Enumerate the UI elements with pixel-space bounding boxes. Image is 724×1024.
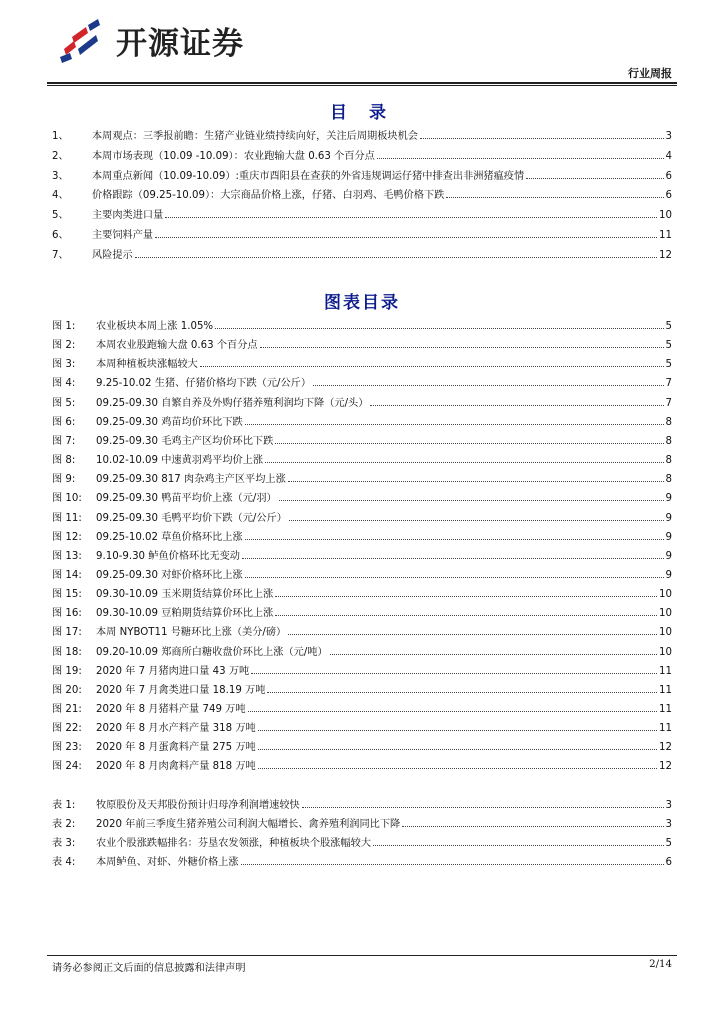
- toc-entry[interactable]: [52, 167, 672, 184]
- entry-page-number: 12: [659, 249, 672, 261]
- entry-title: 09.25-09.30 鸭苗平均价上涨（元/羽）: [96, 493, 277, 505]
- entry-page-number: 9: [665, 569, 672, 581]
- entry-number: 2、: [52, 150, 69, 162]
- entry-page-number: 12: [659, 761, 672, 773]
- toc-title: 目 录: [330, 103, 394, 123]
- dot-leader: [155, 236, 657, 238]
- page-number: 2/14: [649, 959, 672, 970]
- dot-leader: [241, 863, 664, 865]
- entry-title: 09.20-10.09 郑商所白糖收盘价环比上涨（元/吨）: [96, 646, 328, 658]
- dot-leader: [402, 825, 663, 827]
- dot-leader: [200, 365, 664, 367]
- entry-title: 本周鲈鱼、对虾、外糖价格上涨: [96, 857, 239, 869]
- entry-page-number: 7: [665, 378, 672, 390]
- figure-entry[interactable]: [52, 317, 672, 334]
- entry-title: 09.25-10.02 草鱼价格环比上涨: [96, 531, 243, 543]
- entry-number: 图 24:: [52, 761, 82, 773]
- entry-number: 图 18:: [52, 646, 82, 658]
- entry-number: 6、: [52, 230, 69, 241]
- figure-entry[interactable]: [52, 604, 672, 621]
- dot-leader: [215, 327, 663, 329]
- entry-number: 图 14:: [52, 569, 82, 581]
- entry-number: 图 22:: [52, 723, 82, 735]
- dot-leader: [289, 519, 664, 521]
- dot-leader: [526, 177, 663, 179]
- entry-page-number: 9: [665, 493, 672, 505]
- entry-number: 图 3:: [52, 359, 76, 371]
- entry-page-number: 11: [659, 665, 672, 677]
- dot-leader: [260, 346, 664, 348]
- entry-title: 09.25-09.30 毛鸭平均价下跌（元/公斤）: [96, 512, 287, 524]
- dot-leader: [377, 157, 664, 159]
- entry-number: 图 15:: [52, 589, 82, 601]
- entry-page-number: 3: [665, 800, 672, 811]
- entry-number: 5、: [52, 210, 69, 222]
- entry-title: 2020 年前三季度生猪养殖公司利润大幅增长、禽养殖利润同比下降: [96, 819, 401, 831]
- entry-title: 2020 年 8 月蛋禽料产量 275 万吨: [96, 742, 256, 754]
- entry-number: 图 8:: [52, 455, 76, 467]
- table-entry[interactable]: [52, 853, 672, 870]
- entry-number: 图 4:: [52, 378, 76, 390]
- table-entry[interactable]: [52, 834, 672, 851]
- dot-leader: [330, 653, 657, 655]
- entry-number: 图 12:: [52, 531, 82, 543]
- entry-page-number: 3: [665, 819, 672, 831]
- figure-entry[interactable]: [52, 413, 672, 430]
- entry-title: 09.25-09.30 817 肉杂鸡主产区平均上涨: [96, 474, 286, 486]
- entry-title: 主要饲料产量: [92, 230, 154, 241]
- entry-page-number: 12: [659, 742, 672, 754]
- dot-leader: [373, 844, 663, 846]
- dot-leader: [258, 767, 657, 769]
- logo-mark-icon: [52, 19, 110, 63]
- entry-number: 表 2:: [52, 819, 76, 831]
- entry-title: 农业个股涨跌幅排名：芬垦农发领涨，种植板块个股涨幅较大: [96, 838, 372, 850]
- entry-title: 牧原股份及天邦股份预计归母净利润增速较快: [96, 800, 300, 811]
- entry-page-number: 5: [665, 321, 672, 332]
- footer-disclaimer: 请务必参阅正文后面的信息披露和法律声明: [52, 963, 246, 974]
- figure-entry[interactable]: [52, 623, 672, 640]
- figure-entry[interactable]: [52, 355, 672, 372]
- entry-title: 主要肉类进口量: [92, 210, 164, 222]
- figure-entry[interactable]: [52, 394, 672, 411]
- entry-title: 2020 年 7 月禽类进口量 18.19 万吨: [96, 684, 266, 696]
- entry-number: 图 11:: [52, 512, 82, 524]
- figure-entry[interactable]: [52, 681, 672, 698]
- footer-divider: [47, 955, 677, 956]
- entry-number: 表 3:: [52, 838, 76, 850]
- entry-number: 图 9:: [52, 474, 76, 486]
- entry-title: 09.25-09.30 对虾价格环比上涨: [96, 569, 243, 581]
- entry-number: 图 10:: [52, 493, 82, 505]
- entry-title: 价格跟踪（09.25-10.09）：大宗商品价格上涨，仔猪、白羽鸡、毛鸭价格下跌: [92, 190, 445, 202]
- figure-entry[interactable]: [52, 719, 672, 736]
- logo-text: 开源证券: [116, 26, 244, 62]
- entry-title: 09.25-09.30 自繁自养及外购仔猪养殖利润均下降（元/头）: [96, 397, 369, 409]
- entry-number: 图 21:: [52, 704, 82, 715]
- dot-leader: [275, 614, 657, 616]
- figure-entry[interactable]: [52, 489, 672, 506]
- figure-entry[interactable]: [52, 547, 672, 564]
- dot-leader: [245, 576, 664, 578]
- entry-number: 图 7:: [52, 435, 76, 447]
- figure-entry[interactable]: [52, 336, 672, 353]
- entry-title: 9.10-9.30 鲈鱼价格环比无变动: [96, 550, 240, 562]
- entry-title: 2020 年 7 月猪肉进口量 43 万吨: [96, 665, 250, 677]
- dot-leader: [370, 404, 663, 406]
- entry-number: 图 20:: [52, 684, 82, 696]
- table-entry[interactable]: [52, 796, 672, 813]
- entry-title: 本周种植板块涨幅较大: [96, 359, 198, 371]
- toc-entry[interactable]: [52, 226, 672, 243]
- entry-title: 本周重点新闻（10.09-10.09）:重庆市酉阳县在查获的外省违规调运仔猪中排查出非洲猪瘟疫情: [92, 170, 525, 182]
- entry-title: 本周农业股跑输大盘 0.63 个百分点: [96, 340, 258, 352]
- entry-page-number: 6: [665, 857, 672, 869]
- entry-page-number: 5: [665, 340, 672, 352]
- entry-page-number: 11: [659, 684, 672, 696]
- entry-page-number: 10: [659, 608, 672, 620]
- dot-leader: [446, 196, 663, 198]
- dot-leader: [279, 499, 664, 501]
- header-divider-thin: [47, 85, 677, 86]
- entry-number: 图 5:: [52, 397, 76, 409]
- dot-leader: [275, 442, 663, 444]
- dot-leader: [242, 557, 664, 559]
- figures-title: 图表目录: [324, 293, 400, 313]
- entry-page-number: 3: [665, 131, 672, 142]
- entry-title: 2020 年 8 月猪料产量 749 万吨: [96, 704, 246, 715]
- dot-leader: [258, 729, 657, 731]
- entry-title: 农业板块本周上涨 1.05%: [96, 321, 214, 332]
- entry-number: 1、: [52, 131, 69, 142]
- entry-number: 图 23:: [52, 742, 82, 754]
- entry-number: 7、: [52, 249, 69, 261]
- entry-page-number: 10: [659, 210, 672, 222]
- dot-leader: [313, 384, 664, 386]
- entry-number: 图 1:: [52, 321, 76, 332]
- entry-page-number: 11: [659, 723, 672, 735]
- figure-entry[interactable]: [52, 528, 672, 545]
- entry-page-number: 6: [665, 190, 672, 202]
- entry-number: 图 17:: [52, 627, 82, 639]
- entry-page-number: 8: [665, 435, 672, 447]
- entry-title: 10.02-10.09 中速黄羽鸡平均价上涨: [96, 455, 264, 467]
- company-logo: [52, 18, 244, 63]
- entry-title: 09.25-09.30 鸡苗均价环比下跌: [96, 416, 243, 428]
- figure-entry[interactable]: [52, 432, 672, 449]
- entry-number: 图 19:: [52, 665, 82, 677]
- figure-entry[interactable]: [52, 757, 672, 774]
- entry-page-number: 9: [665, 512, 672, 524]
- figure-entry[interactable]: [52, 662, 672, 679]
- entry-title: 2020 年 8 月肉禽料产量 818 万吨: [96, 761, 256, 773]
- toc-entry[interactable]: [52, 127, 672, 144]
- report-type-label: 行业周报: [628, 67, 672, 80]
- entry-number: 图 13:: [52, 550, 82, 562]
- entry-page-number: 10: [659, 589, 672, 601]
- table-entry[interactable]: [52, 815, 672, 832]
- entry-number: 4、: [52, 190, 69, 202]
- entry-title: 09.30-10.09 玉米期货结算价环比上涨: [96, 589, 274, 601]
- entry-page-number: 11: [659, 704, 672, 715]
- dot-leader: [275, 595, 657, 597]
- figure-entry[interactable]: [52, 374, 672, 391]
- entry-title: 本周 NYBOT11 号糖环比上涨（美分/磅）: [96, 627, 287, 639]
- entry-page-number: 10: [659, 627, 672, 639]
- dot-leader: [165, 216, 657, 218]
- entry-title: 本周市场表现（10.09 -10.09）：农业跑输大盘 0.63 个百分点: [92, 150, 375, 162]
- entry-number: 图 2:: [52, 340, 76, 352]
- dot-leader: [288, 633, 657, 635]
- entry-title: 9.25-10.02 生猪、仔猪价格均下跌（元/公斤）: [96, 378, 312, 390]
- figure-entry[interactable]: [52, 585, 672, 602]
- header-divider: [47, 82, 677, 84]
- toc-entry[interactable]: [52, 147, 672, 164]
- dot-leader: [302, 806, 664, 808]
- dot-leader: [251, 672, 657, 674]
- dot-leader: [258, 748, 657, 750]
- entry-page-number: 9: [665, 550, 672, 562]
- entry-page-number: 5: [665, 838, 672, 850]
- dot-leader: [245, 423, 664, 425]
- figure-entry[interactable]: [52, 451, 672, 468]
- entry-page-number: 5: [665, 359, 672, 371]
- dot-leader: [248, 710, 657, 712]
- entry-title: 09.30-10.09 豆粕期货结算价环比上涨: [96, 608, 274, 620]
- entry-number: 表 4:: [52, 857, 76, 869]
- entry-page-number: 8: [665, 474, 672, 486]
- entry-page-number: 9: [665, 531, 672, 543]
- figure-entry[interactable]: [52, 643, 672, 660]
- entry-page-number: 11: [659, 230, 672, 241]
- dot-leader: [420, 137, 664, 139]
- toc-entry[interactable]: [52, 186, 672, 203]
- toc-entry[interactable]: [52, 246, 672, 263]
- dot-leader: [245, 538, 664, 540]
- entry-page-number: 7: [665, 397, 672, 409]
- dot-leader: [265, 461, 663, 463]
- entry-page-number: 8: [665, 416, 672, 428]
- figure-entry[interactable]: [52, 700, 672, 717]
- entry-number: 表 1:: [52, 800, 76, 811]
- toc-entry[interactable]: [52, 206, 672, 223]
- entry-title: 风险提示: [92, 249, 133, 261]
- dot-leader: [135, 256, 657, 258]
- figure-entry[interactable]: [52, 738, 672, 755]
- entry-title: 本周观点：三季报前瞻：生猪产业链业绩持续向好，关注后周期板块机会: [92, 131, 418, 142]
- figure-entry[interactable]: [52, 566, 672, 583]
- entry-number: 图 16:: [52, 608, 82, 620]
- entry-number: 图 6:: [52, 416, 76, 428]
- entry-page-number: 8: [665, 455, 672, 467]
- dot-leader: [288, 480, 664, 482]
- figure-entry[interactable]: [52, 470, 672, 487]
- entry-number: 3、: [52, 170, 69, 182]
- figure-entry[interactable]: [52, 509, 672, 526]
- entry-title: 09.25-09.30 毛鸡主产区均价环比下跌: [96, 435, 274, 447]
- entry-page-number: 4: [665, 150, 672, 162]
- entry-page-number: 6: [665, 170, 672, 182]
- dot-leader: [267, 691, 657, 693]
- entry-page-number: 10: [659, 646, 672, 658]
- entry-title: 2020 年 8 月水产料产量 318 万吨: [96, 723, 256, 735]
